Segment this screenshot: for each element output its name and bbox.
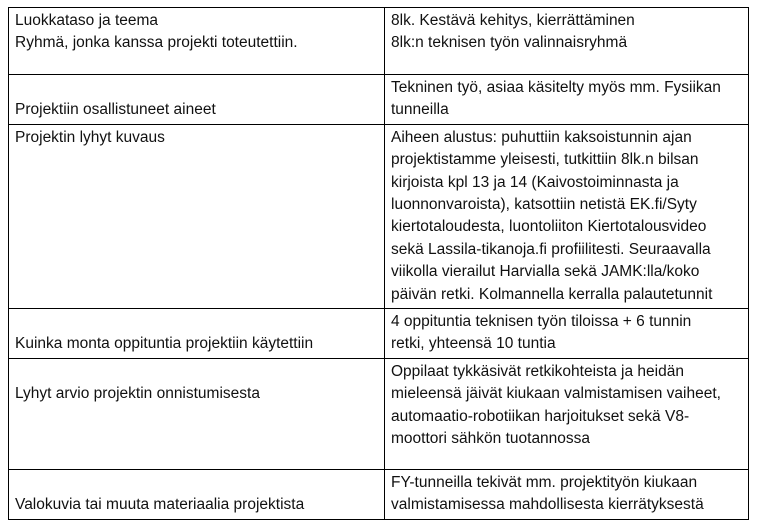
value-line: 8lk. Kestävä kehitys, kierrättäminen	[391, 12, 635, 29]
value-line: päivän retki. Kolmannella kerralla palautetunnit	[391, 285, 713, 303]
value-line: luonnonvaroista), katsottiin netistä EK.fi/Syty	[391, 196, 697, 214]
label-cell	[9, 75, 385, 125]
value-line: FY-tunneilla tekivät mm. projektityön kiukaan	[391, 473, 698, 491]
table-row-assessment	[9, 358, 749, 469]
value-line: tunneilla	[391, 101, 449, 119]
label-cell	[9, 8, 385, 75]
value-cell	[385, 124, 749, 308]
value-cell	[385, 8, 749, 75]
table-row-description	[9, 124, 749, 308]
value-line: 4 oppituntia teknisen työn tiloissa + 6 tunnin	[391, 313, 692, 331]
label-line: Valokuvia tai muuta materiaalia projektista	[15, 496, 305, 514]
label-line: Kuinka monta oppituntia projektiin käytettiin	[15, 335, 314, 353]
value-cell	[385, 358, 749, 469]
value-line: kiertotaloudesta, luontoliiton Kiertotalousvideo	[391, 218, 707, 236]
table-row-lesson-count	[9, 309, 749, 359]
label-line: Ryhmä, jonka kanssa projekti toteutettiin.	[15, 34, 298, 52]
label-line: Projektin lyhyt kuvaus	[15, 128, 165, 146]
value-line: Aiheen alustus: puhuttiin kaksoistunnin ajan	[391, 128, 692, 146]
value-line: projektistamme yleisesti, tutkittiin 8lk.n bilsan	[391, 151, 699, 169]
label-line: Lyhyt arvio projektin onnistumisesta	[15, 384, 260, 402]
value-cell	[385, 75, 749, 125]
value-line: Oppilaat tykkäsivät retkikohteista ja heidän	[391, 362, 684, 380]
label-cell	[9, 124, 385, 308]
label-cell	[9, 309, 385, 359]
value-line: valmistamisessa mahdollisesta kierrätyksestä	[391, 496, 704, 514]
value-line: retki, yhteensä 10 tuntia	[391, 335, 556, 353]
value-line: viikolla vierailut Harvialla sekä JAMK:lla/koko	[391, 263, 700, 281]
project-summary-table	[8, 7, 749, 520]
value-line: Tekninen työ, asiaa käsitelty myös mm. Fysiikan	[391, 79, 721, 96]
table-row-materials	[9, 469, 749, 519]
label-cell	[9, 358, 385, 469]
value-cell	[385, 309, 749, 359]
value-line: automaatio-robotiikan harjoitukset sekä V8-	[391, 407, 690, 425]
value-line: sekä Lassila-tikanoja.fi profiilitesti. Seuraavalla	[391, 240, 711, 258]
value-line: kirjoista kpl 13 ja 14 (Kaivostoiminnasta ja	[391, 173, 679, 191]
table-row-subjects	[9, 75, 749, 125]
value-cell	[385, 469, 749, 519]
label-line: Luokkataso ja teema	[15, 12, 159, 29]
label-cell	[9, 469, 385, 519]
value-line: mieleensä jäivät kiukaan valmistamisen vaiheet,	[391, 385, 721, 403]
value-line: moottori sähkön tuotannossa	[391, 430, 591, 448]
value-line: 8lk:n teknisen työn valinnaisryhmä	[391, 34, 628, 52]
table-row-level-and-theme	[9, 8, 749, 75]
label-line: Projektiin osallistuneet aineet	[15, 101, 216, 119]
